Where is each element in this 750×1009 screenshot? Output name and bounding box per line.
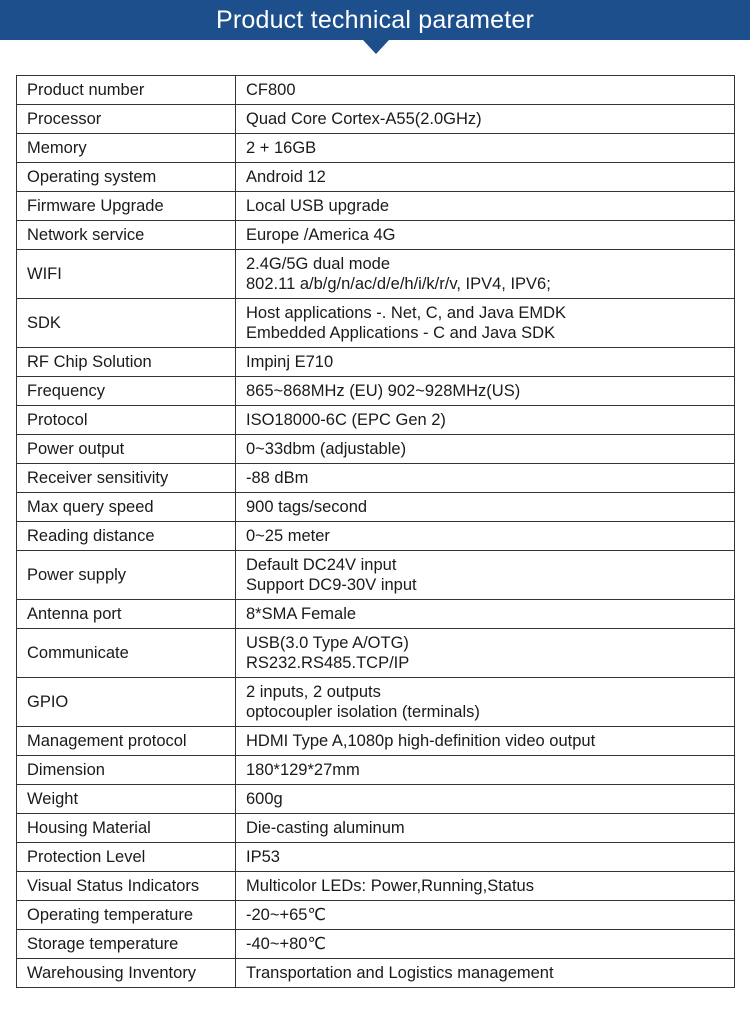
param-value-line: IP53: [246, 847, 280, 866]
param-value-line: Die-casting aluminum: [246, 818, 405, 837]
param-value-line: 865~868MHz (EU) 902~928MHz(US): [246, 381, 521, 400]
param-name-cell: Communicate: [17, 629, 236, 678]
param-name-cell: Max query speed: [17, 493, 236, 522]
param-value-cell: [236, 435, 735, 464]
param-value-line: 0~33dbm (adjustable): [246, 439, 407, 458]
param-name-cell: Frequency: [17, 377, 236, 406]
param-value-cell: [236, 192, 735, 221]
param-value-cell: [236, 105, 735, 134]
table-row: [17, 250, 735, 299]
table-row: [17, 522, 735, 551]
table-row: [17, 901, 735, 930]
table-row: [17, 678, 735, 727]
param-value-line: -88 dBm: [246, 468, 309, 487]
param-value-cell: [236, 493, 735, 522]
param-name-cell: Product number: [17, 76, 236, 105]
param-name-cell: Weight: [17, 785, 236, 814]
param-value-line: Europe /America 4G: [246, 225, 396, 244]
param-name-cell: Processor: [17, 105, 236, 134]
table-row: [17, 727, 735, 756]
param-name-cell: Storage temperature: [17, 930, 236, 959]
table-row: [17, 377, 735, 406]
table-row: [17, 464, 735, 493]
table-row: [17, 435, 735, 464]
param-name-cell: WIFI: [17, 250, 236, 299]
table-row: [17, 872, 735, 901]
param-value-cell: [236, 901, 735, 930]
param-value-line: optocoupler isolation (terminals): [246, 703, 480, 721]
table-row: [17, 134, 735, 163]
param-value-cell: [236, 551, 735, 600]
param-value-line: Android 12: [246, 167, 326, 186]
param-name-cell: Power output: [17, 435, 236, 464]
param-value-line: Host applications -. Net, C, and Java EMDK: [246, 303, 567, 322]
param-name-cell: Reading distance: [17, 522, 236, 551]
param-value-cell: [236, 377, 735, 406]
param-value-cell: [236, 678, 735, 727]
param-value-line: 0~25 meter: [246, 526, 330, 545]
table-row: [17, 959, 735, 988]
table-row: [17, 192, 735, 221]
table-row: [17, 551, 735, 600]
table-row: [17, 105, 735, 134]
param-value-line: RS232.RS485.TCP/IP: [246, 654, 410, 672]
param-value-cell: [236, 756, 735, 785]
param-value-cell: [236, 163, 735, 192]
table-row: [17, 406, 735, 435]
param-value-cell: [236, 930, 735, 959]
param-value-line: 180*129*27mm: [246, 760, 360, 779]
table-row: [17, 76, 735, 105]
param-value-cell: [236, 221, 735, 250]
param-value-cell: [236, 785, 735, 814]
param-value-cell: [236, 629, 735, 678]
param-value-cell: [236, 406, 735, 435]
param-name-cell: Operating temperature: [17, 901, 236, 930]
param-name-cell: Operating system: [17, 163, 236, 192]
param-name-cell: Protocol: [17, 406, 236, 435]
table-row: [17, 629, 735, 678]
param-value-cell: [236, 250, 735, 299]
banner-pointer-icon: [363, 40, 389, 54]
param-value-line: Default DC24V input: [246, 555, 397, 574]
spec-table: [16, 75, 735, 988]
param-value-cell: [236, 872, 735, 901]
param-value-cell: [236, 843, 735, 872]
param-name-cell: Protection Level: [17, 843, 236, 872]
param-value-line: 2.4G/5G dual mode: [246, 254, 391, 273]
param-value-line: HDMI Type A,1080p high-definition video output: [246, 731, 596, 750]
param-name-cell: GPIO: [17, 678, 236, 727]
table-row: [17, 930, 735, 959]
param-name-cell: Firmware Upgrade: [17, 192, 236, 221]
param-value-line: -40~+80℃: [246, 934, 327, 953]
table-row: [17, 348, 735, 377]
param-value-line: 2 inputs, 2 outputs: [246, 682, 381, 701]
param-value-line: Multicolor LEDs: Power,Running,Status: [246, 876, 534, 895]
param-value-line: Support DC9-30V input: [246, 576, 417, 594]
table-row: [17, 163, 735, 192]
param-name-cell: Network service: [17, 221, 236, 250]
param-value-cell: [236, 727, 735, 756]
table-row: [17, 814, 735, 843]
table-row: [17, 493, 735, 522]
param-value-line: Transportation and Logistics management: [246, 963, 554, 982]
param-value-line: ISO18000-6C (EPC Gen 2): [246, 410, 446, 429]
param-value-line: 600g: [246, 789, 283, 808]
param-value-line: USB(3.0 Type A/OTG): [246, 633, 409, 652]
page-title: Product technical parameter: [215, 6, 535, 34]
param-value-cell: [236, 464, 735, 493]
param-value-line: Local USB upgrade: [246, 196, 390, 215]
param-name-cell: Antenna port: [17, 600, 236, 629]
param-value-cell: [236, 76, 735, 105]
param-name-cell: Warehousing Inventory: [17, 959, 236, 988]
param-name-cell: SDK: [17, 299, 236, 348]
param-value-line: -20~+65℃: [246, 905, 327, 924]
param-value-line: 8*SMA Female: [246, 604, 357, 623]
param-name-cell: Power supply: [17, 551, 236, 600]
table-row: [17, 600, 735, 629]
param-name-cell: Memory: [17, 134, 236, 163]
param-name-cell: Visual Status Indicators: [17, 872, 236, 901]
spec-table-body: [17, 76, 735, 988]
table-row: [17, 843, 735, 872]
param-value-line: 2 + 16GB: [246, 138, 317, 157]
param-value-line: 900 tags/second: [246, 497, 368, 516]
param-value-cell: [236, 600, 735, 629]
param-name-cell: Dimension: [17, 756, 236, 785]
param-name-cell: RF Chip Solution: [17, 348, 236, 377]
param-value-line: 802.11 a/b/g/n/ac/d/e/h/i/k/r/v, IPV4, IPV6;: [246, 275, 551, 293]
table-row: [17, 785, 735, 814]
table-row: [17, 756, 735, 785]
param-value-cell: [236, 134, 735, 163]
table-row: [17, 221, 735, 250]
param-value-line: Impinj E710: [246, 352, 334, 371]
param-value-cell: [236, 959, 735, 988]
param-value-cell: [236, 348, 735, 377]
param-value-cell: [236, 522, 735, 551]
table-row: [17, 299, 735, 348]
param-name-cell: Receiver sensitivity: [17, 464, 236, 493]
param-value-cell: [236, 814, 735, 843]
param-name-cell: Management protocol: [17, 727, 236, 756]
param-value-line: Embedded Applications - C and Java SDK: [246, 324, 556, 342]
param-value-cell: [236, 299, 735, 348]
param-value-line: CF800: [246, 80, 296, 99]
param-name-cell: Housing Material: [17, 814, 236, 843]
param-value-line: Quad Core Cortex-A55(2.0GHz): [246, 109, 482, 128]
